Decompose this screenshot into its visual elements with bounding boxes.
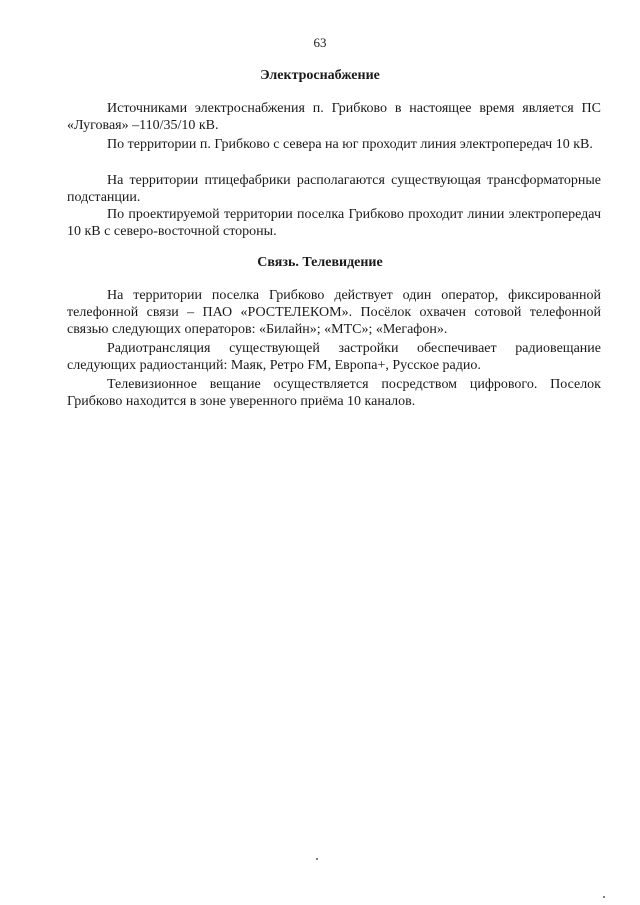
paragraph-power-line: По территории п. Грибково с севера на юг проходит линия электропередач 10 кВ.: [107, 137, 593, 152]
paragraph-projected-line: По проектируемой территории поселка Грибково проходит линии электропередач 10 кВ с северо-восточной стороны.: [67, 207, 601, 239]
scan-speck: [316, 858, 318, 860]
section-heading-communications: Связь. Телевидение: [257, 255, 383, 270]
scan-speck: [603, 896, 605, 898]
paragraph-substations: На территории птицефабрики располагаются существующая трансформаторные подстанции.: [67, 173, 601, 205]
paragraph-power-source: Источниками электроснабжения п. Грибково в настоящее время является ПС «Луговая» –110/35/10 кВ.: [67, 101, 601, 133]
paragraph-radio: Радиотрансляция существующей застройки обеспечивает радиовещание следующих радиостанций: Маяк, Ретро FM, Европа+, Русское радио.: [67, 341, 601, 373]
section-heading-power-supply: Электроснабжение: [260, 68, 380, 83]
page-number: 63: [313, 35, 327, 50]
paragraph-television: Телевизионное вещание осуществляется посредством цифрового. Поселок Грибково находится в зоне уверенного приёма 10 каналов.: [67, 377, 601, 409]
paragraph-telephone: На территории поселка Грибково действует один оператор, фиксированной телефонной связи – ПАО «РОСТЕЛЕКОМ». Посёлок охвачен сотовой телефонной связью следующих операторов: «Билайн»; «МТС»; «Мегафон».: [67, 288, 601, 337]
